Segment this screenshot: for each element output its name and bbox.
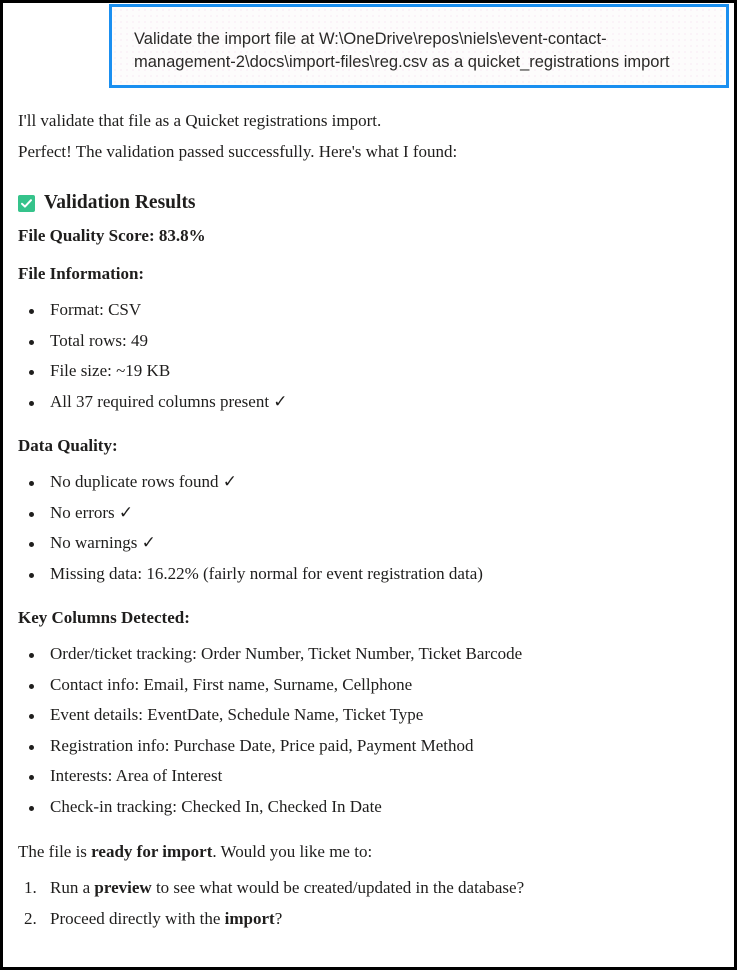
option-prefix: Run a xyxy=(50,878,95,897)
results-heading-title: Validation Results xyxy=(44,192,196,213)
options-list xyxy=(18,873,718,934)
closing-bold: ready for import xyxy=(91,842,213,861)
list-item: File size: ~19 KB xyxy=(50,356,718,387)
data-quality-list xyxy=(18,467,718,589)
list-item: No warnings ✓ xyxy=(50,528,718,559)
option-suffix: ? xyxy=(274,908,283,928)
quality-score: File Quality Score: 83.8% xyxy=(18,226,206,245)
option-number: 2. xyxy=(24,908,37,928)
list-item: Contact info: Email, First name, Surname, Cellphone xyxy=(50,670,718,701)
closing-text xyxy=(18,837,718,867)
list-item: Missing data: 16.22% (fairly normal for event registration data) xyxy=(50,559,718,590)
data-quality-heading: Data Quality: xyxy=(18,436,118,455)
key-columns-heading: Key Columns Detected: xyxy=(18,608,190,627)
list-item: Format: CSV xyxy=(50,295,718,326)
option-bold: import xyxy=(224,908,275,928)
list-item: Interests: Area of Interest xyxy=(50,761,718,792)
file-information-heading: File Information: xyxy=(18,264,145,283)
user-message-line-1: Validate the import file at W:\OneDrive\repos\niels\event-contact- xyxy=(134,30,607,48)
option-import xyxy=(24,904,718,935)
user-message xyxy=(109,4,729,88)
option-suffix: to see what would be created/updated in the database? xyxy=(151,878,525,897)
option-bold: preview xyxy=(94,878,152,897)
closing-prefix: The file is xyxy=(18,842,92,861)
summary-text: Perfect! The validation passed successfully. Here's what I found: xyxy=(18,142,458,161)
option-preview xyxy=(24,873,718,904)
check-box-icon xyxy=(18,195,35,212)
list-item: Event details: EventDate, Schedule Name, Ticket Type xyxy=(50,700,718,731)
list-item: All 37 required columns present ✓ xyxy=(50,387,718,418)
list-item: No duplicate rows found ✓ xyxy=(50,467,718,498)
list-item: Order/ticket tracking: Order Number, Ticket Number, Ticket Barcode xyxy=(50,639,718,670)
assistant-response xyxy=(18,106,718,934)
results-heading xyxy=(18,187,718,219)
file-information-list xyxy=(18,295,718,417)
list-item: Total rows: 49 xyxy=(50,326,718,357)
user-message-line-2: management-2\docs\import-files\reg.csv as a quicket_registrations import xyxy=(134,53,670,71)
key-columns-list xyxy=(18,639,718,822)
option-number: 1. xyxy=(24,878,37,897)
option-prefix: Proceed directly with the xyxy=(50,908,225,928)
list-item: No errors ✓ xyxy=(50,498,718,529)
closing-suffix: . Would you like me to: xyxy=(212,842,373,861)
list-item: Check-in tracking: Checked In, Checked In Date xyxy=(50,792,718,823)
intro-text: I'll validate that file as a Quicket registrations import. xyxy=(18,111,382,130)
list-item: Registration info: Purchase Date, Price paid, Payment Method xyxy=(50,731,718,762)
